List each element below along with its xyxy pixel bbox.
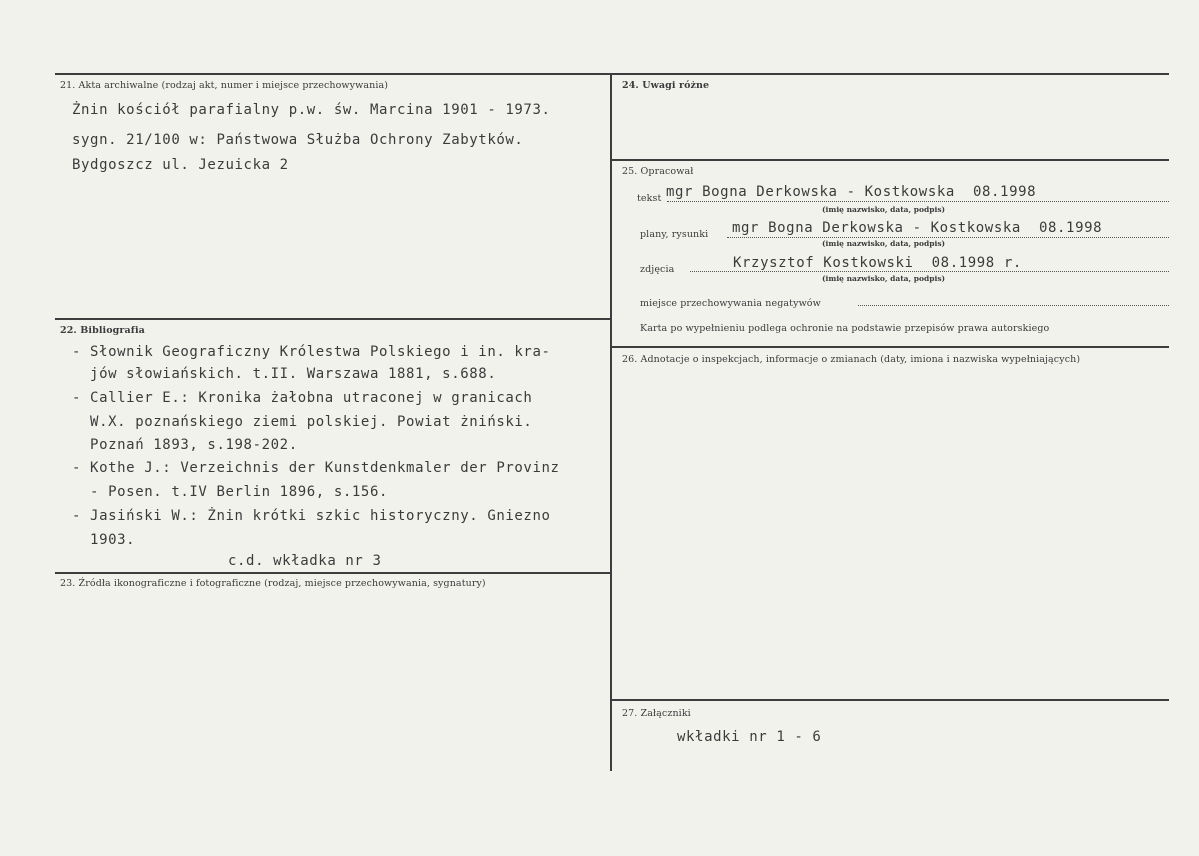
plany-caption: (imię nazwisko, data, podpis) [822, 239, 946, 248]
section-22-label: 22. Bibliografia [60, 325, 145, 336]
zdjecia-label: zdjęcia [640, 264, 675, 275]
zdjecia-value: Krzysztof Kostkowski 08.1998 r. [733, 255, 1022, 271]
negatywy-label: miejsce przechowywania negatywów [640, 298, 821, 309]
bibliography-line-2: jów słowiańskich. t.II. Warszawa 1881, s.688. [72, 366, 497, 382]
zdjecia-caption: (imię nazwisko, data, podpis) [822, 274, 946, 283]
rule-22-23 [55, 572, 611, 574]
bibliography-continuation: c.d. wkładka nr 3 [228, 553, 382, 569]
rule-25-26 [611, 346, 1169, 348]
section-26-label: 26. Adnotacje o inspekcjach, informacje o zmianach (daty, imiona i nazwiska wypełniających) [622, 354, 1081, 365]
tekst-caption: (imię nazwisko, data, podpis) [822, 205, 946, 214]
center-divider [610, 73, 612, 771]
section-27-label: 27. Załączniki [622, 708, 691, 719]
bibliography-line-1: - Słownik Geograficzny Królestwa Polskiego i in. kra- [72, 344, 551, 360]
bibliography-line-3: - Callier E.: Kronika żałobna utraconej w granicach [72, 390, 533, 406]
bibliography-line-4: W.X. poznańskiego ziemi polskiej. Powiat żniński. [72, 414, 533, 430]
bibliography-line-9: 1903. [72, 532, 136, 548]
zdjecia-dotted-line [690, 271, 1169, 272]
attachments-value: wkładki nr 1 - 6 [677, 729, 822, 745]
tekst-dotted-line [667, 201, 1169, 202]
rule-24-25 [611, 159, 1169, 161]
rule-26-27 [611, 699, 1169, 701]
plany-label: plany, rysunki [640, 229, 709, 240]
tekst-label: tekst [637, 193, 662, 204]
section-21-label: 21. Akta archiwalne (rodzaj akt, numer i miejsce przechowywania) [60, 80, 389, 91]
tekst-value: mgr Bogna Derkowska - Kostkowska 08.1998 [666, 184, 1037, 200]
plany-value: mgr Bogna Derkowska - Kostkowska 08.1998 [732, 220, 1103, 236]
negatywy-dotted-line [858, 305, 1169, 306]
section-25-label: 25. Opracował [622, 166, 694, 177]
bibliography-line-6: - Kothe J.: Verzeichnis der Kunstdenkmaler der Provinz [72, 460, 560, 476]
plany-dotted-line [727, 237, 1169, 238]
rule-21-22 [55, 318, 611, 320]
section-21-line-2: sygn. 21/100 w: Państwowa Służba Ochrony Zabytków. [72, 132, 524, 148]
bibliography-line-7: - Posen. t.IV Berlin 1896, s.156. [72, 484, 389, 500]
copyright-note: Karta po wypełnieniu podlega ochronie na podstawie przepisów prawa autorskiego [640, 323, 1050, 334]
section-24-label: 24. Uwagi różne [622, 80, 710, 91]
section-23-label: 23. Źródła ikonograficzne i fotograficzne (rodzaj, miejsce przechowywania, sygnatury) [60, 578, 486, 589]
section-21-line-3: Bydgoszcz ul. Jezuicka 2 [72, 157, 289, 173]
bibliography-line-8: - Jasiński W.: Żnin krótki szkic historyczny. Gniezno [72, 508, 551, 524]
top-rule [55, 73, 1169, 75]
section-21-line-1: Żnin kościół parafialny p.w. św. Marcina 1901 - 1973. [72, 102, 551, 118]
bibliography-line-5: Poznań 1893, s.198-202. [72, 437, 298, 453]
